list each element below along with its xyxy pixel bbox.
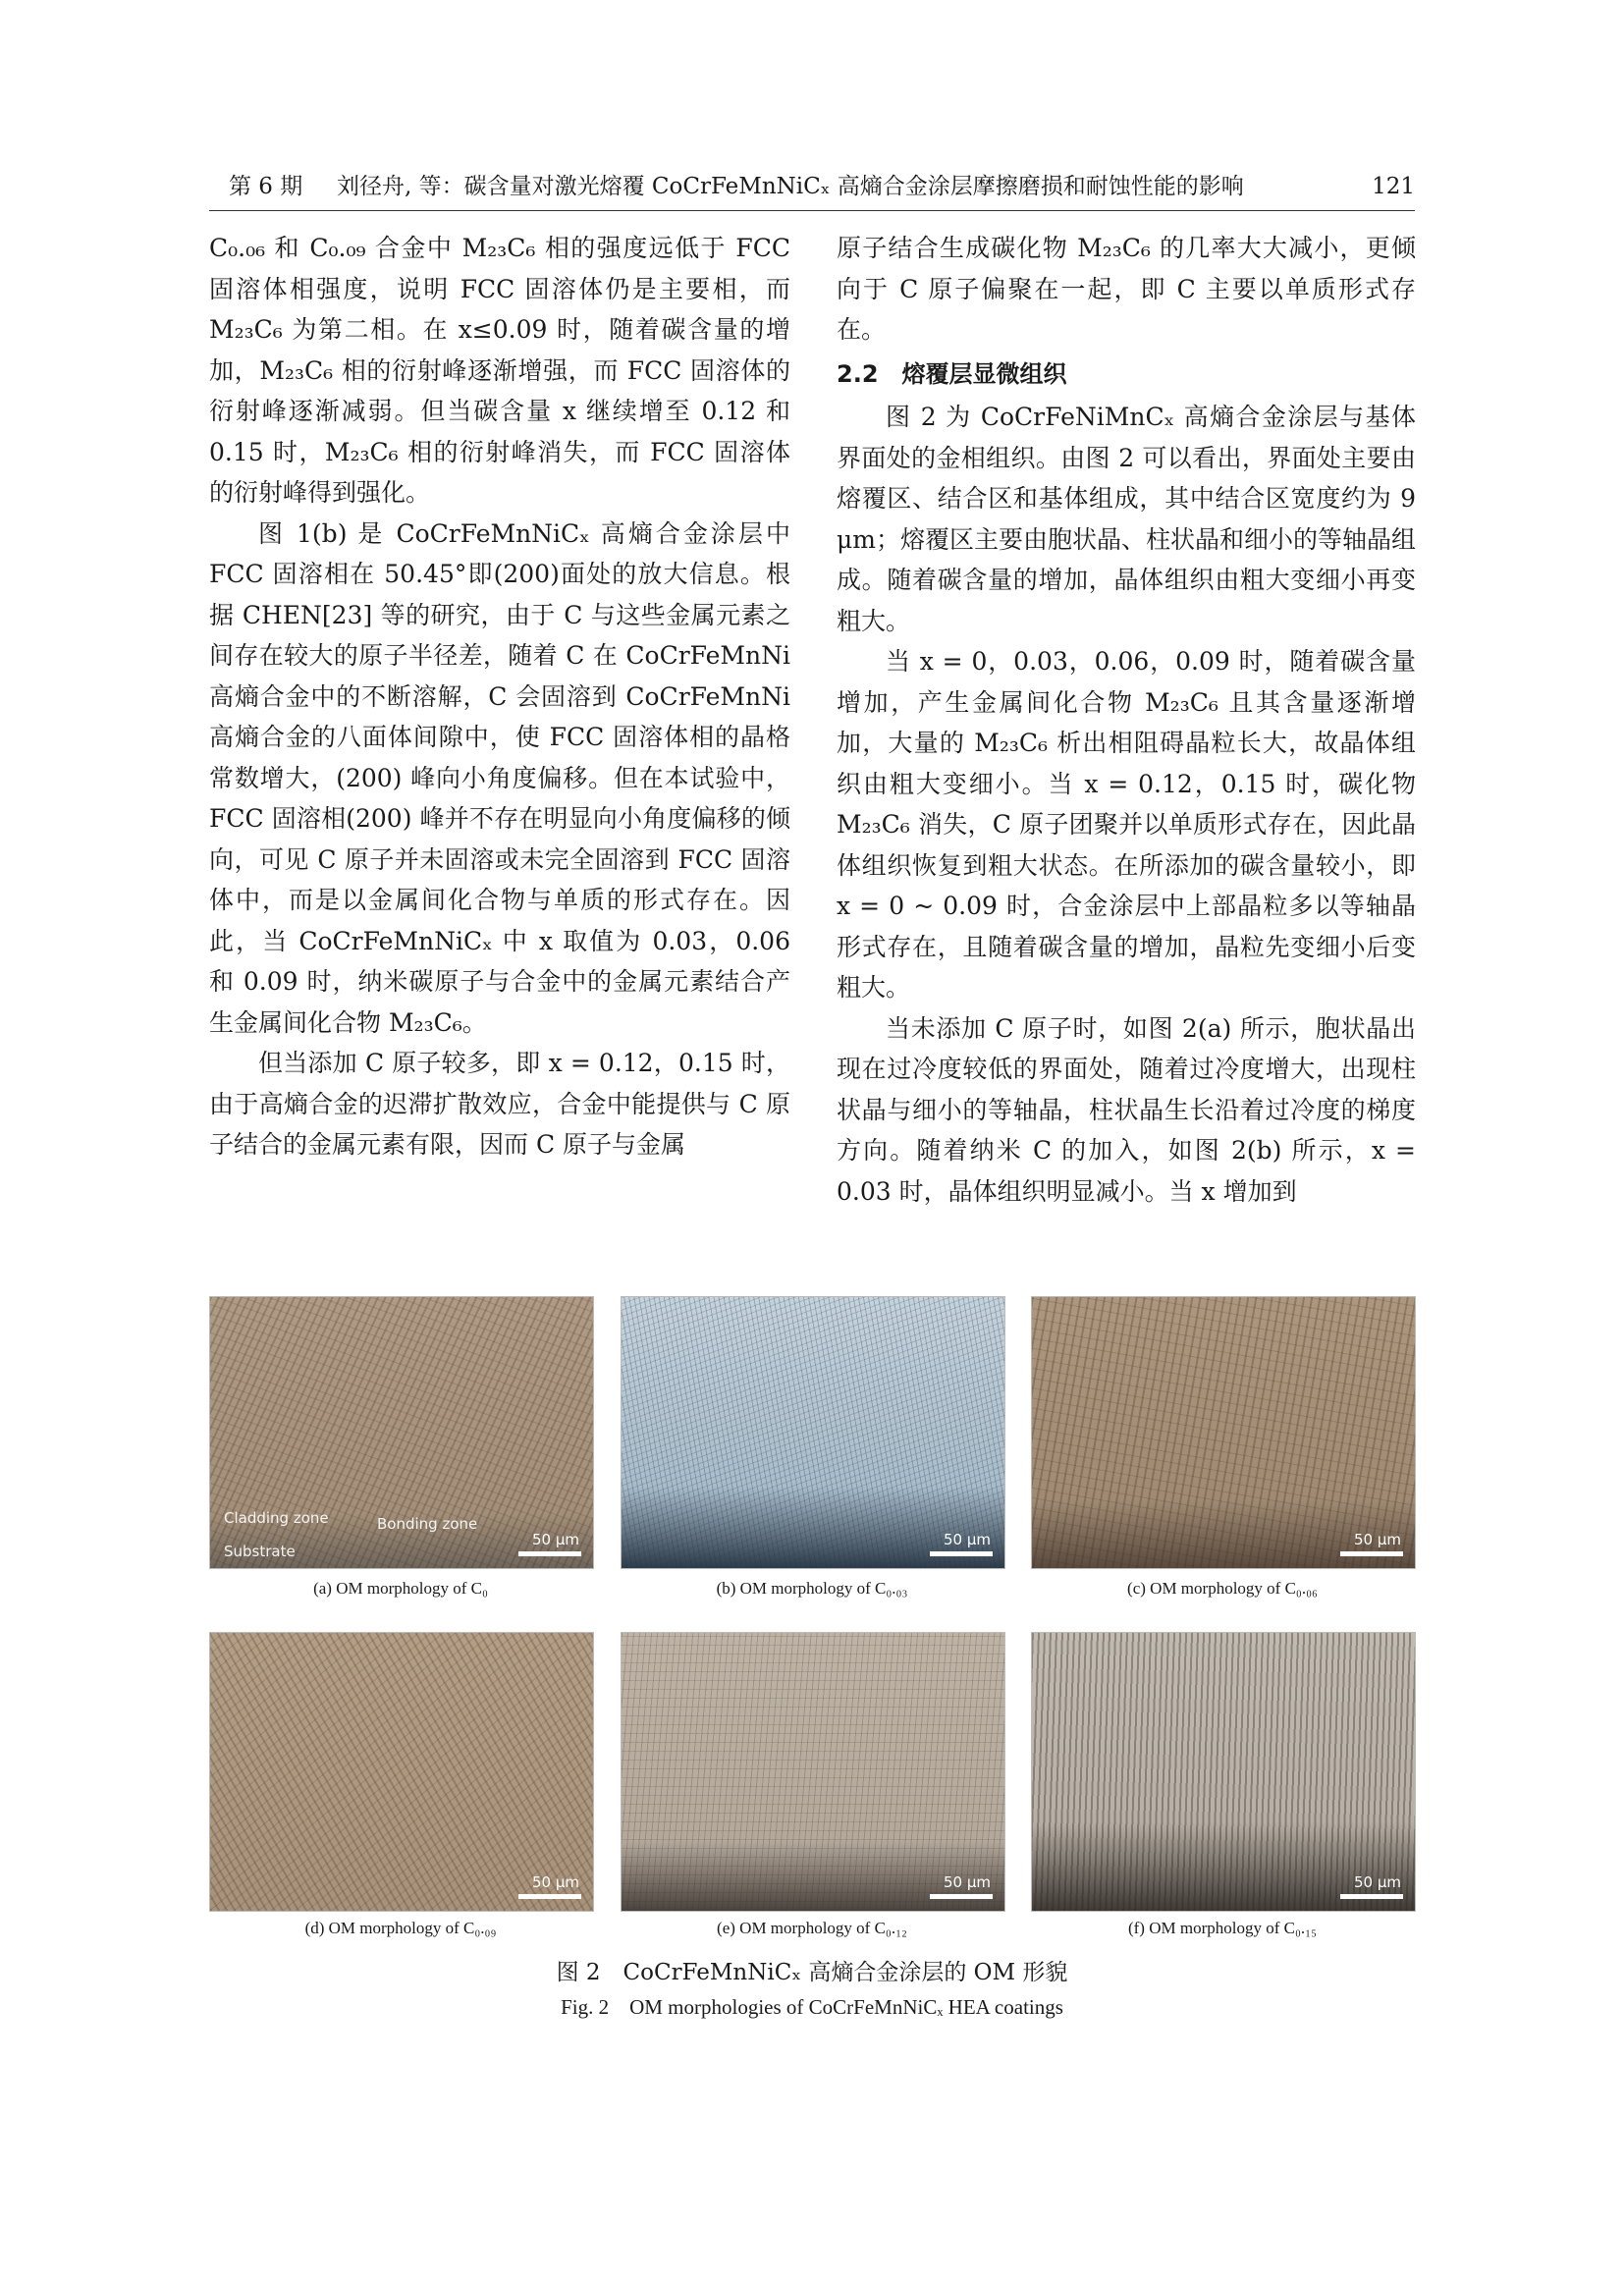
paragraph: 原子结合生成碳化物 M₂₃C₆ 的几率大大减小，更倾向于 C 原子偏聚在一起，即 C 主要以单质形式存在。 xyxy=(837,234,1416,344)
figure-title-cn: 图 2 CoCrFeMnNiCₓ 高熵合金涂层的 OM 形貌 xyxy=(556,1960,1068,1985)
bonding-zone-label: Bonding zone xyxy=(377,1515,478,1533)
scale-bar-label: 50 μm xyxy=(531,1531,579,1548)
paragraph: 当 x = 0，0.03，0.06，0.09 时，随着碳含量增加，产生金属间化合物 M₂₃C₆ 且其含量逐渐增加，大量的 M₂₃C₆ 析出相阻碍晶粒长大，故晶体组织由粗大变细小。当 x = 0.12，0.15 时，碳化物 M₂₃C₆ 消失，C 原子团聚并以单质形式存在，因此晶体组织恢复到粗大状态。在所添加的碳含量较小，即 x = 0 ~ 0.09 时，合金涂层中上部晶粒多以等轴晶形式存在，且随着碳含量的增加，晶粒先变细小后变粗大。 xyxy=(837,647,1416,1002)
issue-number: 第 6 期 xyxy=(229,174,303,199)
right-column xyxy=(837,228,1416,1212)
substrate-label: Substrate xyxy=(224,1543,296,1560)
paragraph: 但当添加 C 原子较多，即 x = 0.12，0.15 时，由于高熵合金的迟滞扩散效应，合金中能提供与 C 原子结合的金属元素有限，因而 C 原子与金属 xyxy=(209,1049,790,1159)
scale-bar xyxy=(930,1894,993,1899)
scale-bar xyxy=(518,1551,581,1556)
left-column xyxy=(209,228,790,1166)
scale-bar-label: 50 μm xyxy=(943,1873,991,1891)
caption-b: (b) OM morphology of C₀.₀₃ xyxy=(716,1579,908,1598)
scale-bar-label: 50 μm xyxy=(1353,1531,1401,1548)
running-header xyxy=(209,167,1415,206)
section-heading: 2.2 熔覆层显微组织 xyxy=(837,359,1067,388)
paragraph: 图 1(b) 是 CoCrFeMnNiCₓ 高熵合金涂层中 FCC 固溶相在 50.45°即(200)面处的放大信息。根据 CHEN[23] 等的研究，由于 C 与这些金属元素之间存在较大的原子半径差，随着 C 在 CoCrFeMnNi 高熵合金中的不断溶解，C 会固溶到 CoCrFeMnNi 高熵合金的八面体间隙中，使 FCC 固溶体相的晶格常数增大，(200) 峰向小角度偏移。但在本试验中，FCC 固溶相(200) 峰并不存在明显向小角度偏移的倾向，可见 C 原子并未固溶或未完全固溶到 FCC 固溶体中，而是以金属间化合物与单质的形式存在。因此，当 CoCrFeMnNiCₓ 中 x 取值为 0.03，0.06 和 0.09 时，纳米碳原子与合金中的金属元素结合产生金属间化合物 M₂₃C₆。 xyxy=(209,518,790,1037)
page-number: 121 xyxy=(1372,174,1415,199)
micrograph-c xyxy=(1031,1296,1416,1569)
caption-c: (c) OM morphology of C₀.₀₆ xyxy=(1127,1579,1318,1598)
running-title: 刘径舟, 等：碳含量对激光熔覆 CoCrFeMnNiCₓ 高熵合金涂层摩擦磨损和耐蚀性能的影响 xyxy=(337,174,1244,199)
scale-bar xyxy=(1340,1894,1403,1899)
cladding-zone-label: Cladding zone xyxy=(224,1509,329,1527)
caption-e: (e) OM morphology of C₀.₁₂ xyxy=(717,1919,907,1937)
paragraph: 当未添加 C 原子时，如图 2(a) 所示，胞状晶出现在过冷度较低的界面处，随着过冷度增大，出现柱状晶与细小的等轴晶，柱状晶生长沿着过冷度的梯度方向。随着纳米 C 的加入，如图 2(b) 所示，x = 0.03 时，晶体组织明显减小。当 x 增加到 xyxy=(837,1013,1416,1206)
scale-bar-label: 50 μm xyxy=(943,1531,991,1548)
micrograph-a xyxy=(209,1296,594,1569)
scale-bar xyxy=(518,1894,581,1899)
micrograph-d xyxy=(209,1632,594,1912)
caption-a: (a) OM morphology of C₀ xyxy=(313,1579,488,1598)
scale-bar xyxy=(1340,1551,1403,1556)
header-rule xyxy=(209,210,1415,211)
paragraph: C₀.₀₆ 和 C₀.₀₉ 合金中 M₂₃C₆ 相的强度远低于 FCC 固溶体相强度，说明 FCC 固溶体仍是主要相，而 M₂₃C₆ 为第二相。在 x≤0.09 时，随着碳含量的增加，M₂₃C₆ 相的衍射峰逐渐增强，而 FCC 固溶体的衍射峰逐渐减弱。但当碳含量 x 继续增至 0.12 和 0.15 时，M₂₃C₆ 相的衍射峰消失，而 FCC 固溶体的衍射峰得到强化。 xyxy=(209,234,791,507)
scale-bar xyxy=(930,1551,993,1556)
micrograph-b xyxy=(621,1296,1005,1569)
caption-f: (f) OM morphology of C₀.₁₅ xyxy=(1127,1919,1317,1937)
scale-bar-label: 50 μm xyxy=(1353,1873,1401,1891)
micrograph-f xyxy=(1031,1632,1416,1912)
caption-d: (d) OM morphology of C₀.₀₉ xyxy=(304,1919,497,1937)
paragraph: 图 2 为 CoCrFeNiMnCₓ 高熵合金涂层与基体界面处的金相组织。由图 2 可以看出，界面处主要由熔覆区、结合区和基体组成，其中结合区宽度约为 9 μm；熔覆区主要由胞状晶、柱状晶和细小的等轴晶组成。随着碳含量的增加，晶体组织由粗大变细小再变粗大。 xyxy=(837,403,1416,635)
figure-title-en: Fig. 2 OM morphologies of CoCrFeMnNiCₓ HEA coatings xyxy=(561,1995,1063,2019)
scale-bar-label: 50 μm xyxy=(531,1873,579,1891)
micrograph-e xyxy=(621,1632,1005,1912)
